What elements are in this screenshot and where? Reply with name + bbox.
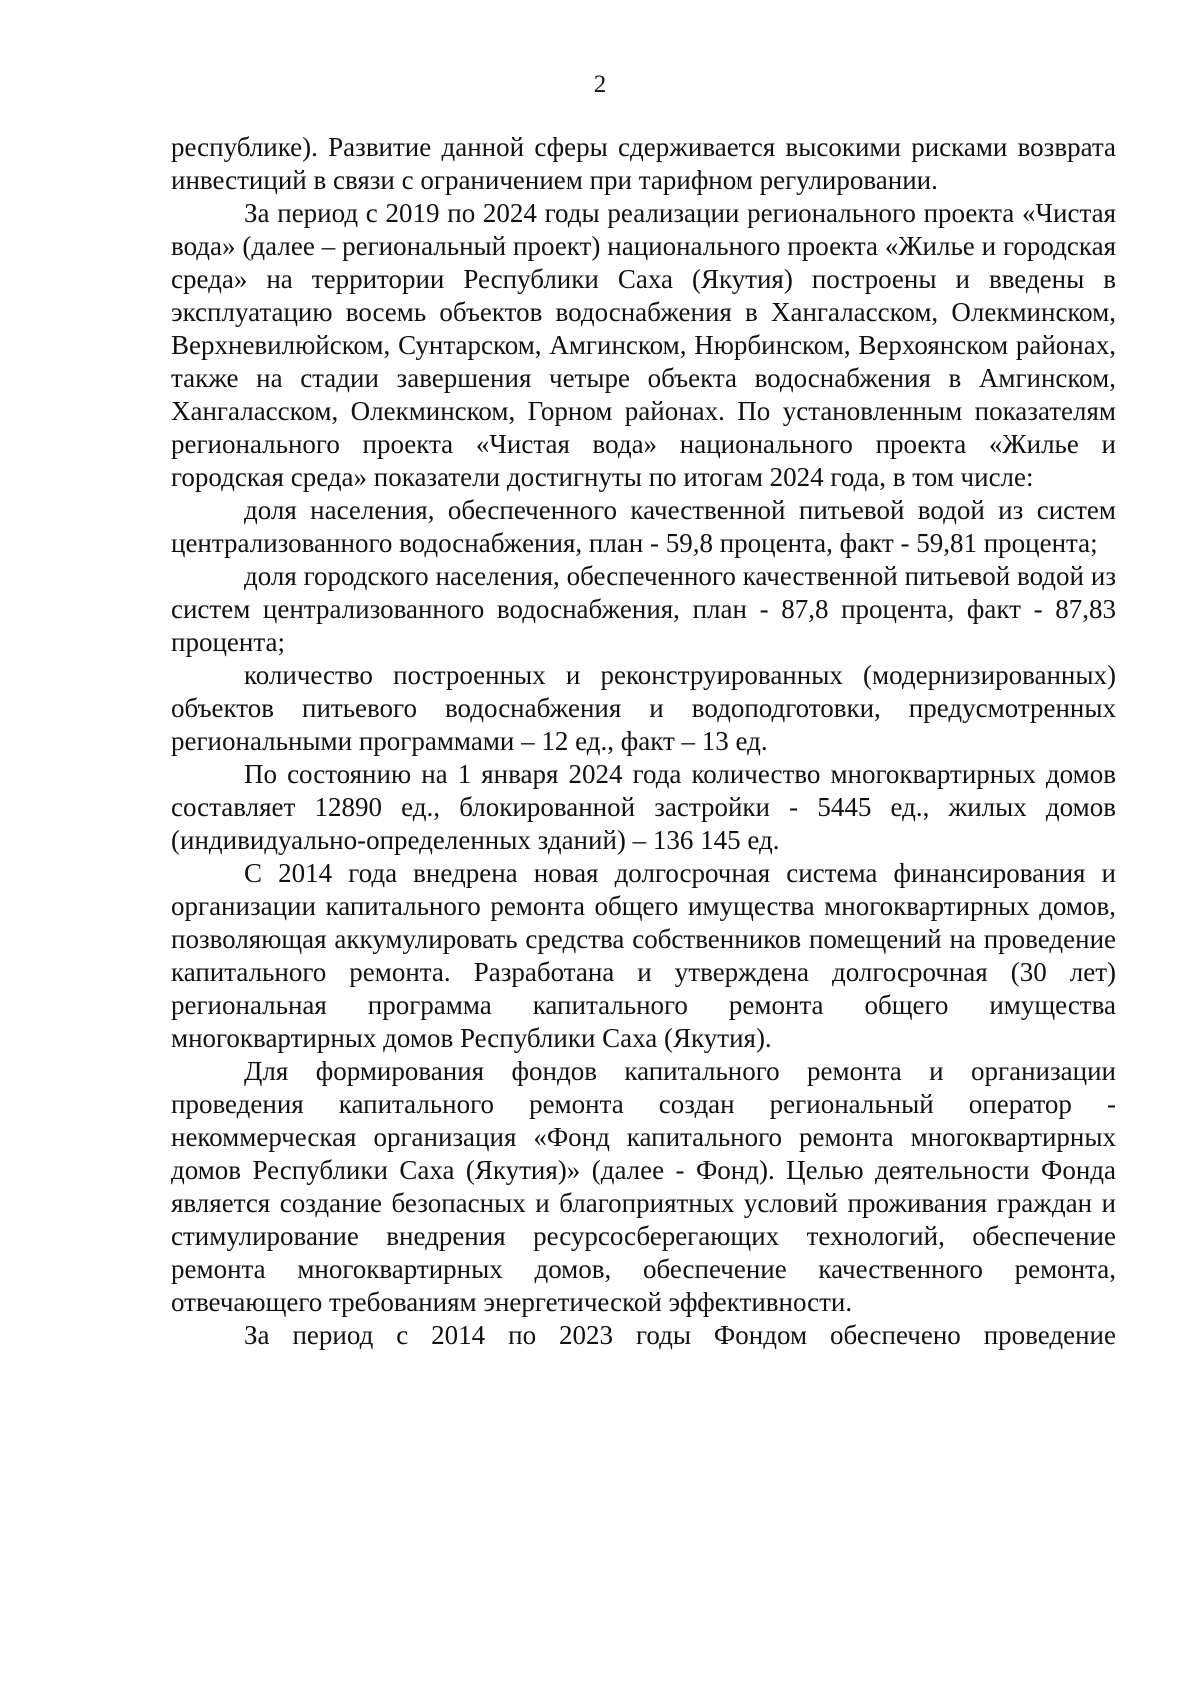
document-body <box>171 131 1116 1352</box>
page-number: 2 <box>593 71 607 98</box>
paragraph-fund-results: За период с 2014 по 2023 годы Фондом обеспечено проведение <box>244 1320 1116 1350</box>
paragraph-housing-stock: По состоянию на 1 января 2024 года количество многоквартирных домов составляет 12890 ед., блокированной застройки - 5445 ед., жилых домов (индивидуально-определенных зданий) – 136 145 ед. <box>171 759 1116 855</box>
paragraph-clean-water-project: За период с 2019 по 2024 годы реализации регионального проекта «Чистая вода» (далее – региональный проект) национального проекта «Жилье и городская среда» на территории Республики Саха (Якутия) построены и введены в эксплуатацию восемь объектов водоснабжения в Хангаласском, Олекминском, Верхневилюйском, Сунтарском, Амгинском, Нюрбинском, Верхоянском районах, также на стадии завершения четыре объекта водоснабжения в Амгинском, Хангаласском, Олекминском, Горном районах. По установленным показателям регионального проекта «Чистая вода» национального проекта «Жилье и городская среда» показатели достигнуты по итогам 2024 года, в том числе: <box>171 198 1116 492</box>
paragraph-indicator-facilities-count: количество построенных и реконструированных (модернизированных) объектов питьевого водоснабжения и водоподготовки, предусмотренных региональными программами – 12 ед., факт – 13 ед. <box>171 660 1116 756</box>
paragraph-indicator-urban-population-share: доля городского населения, обеспеченного качественной питьевой водой из систем централизованного водоснабжения, план - 87,8 процента, факт - 87,83 процента; <box>171 561 1116 657</box>
paragraph-indicator-population-share: доля населения, обеспеченного качественной питьевой водой из систем централизованного водоснабжения, план - 59,8 процента, факт - 59,81 процента; <box>171 495 1116 558</box>
paragraph-capital-repair-system: С 2014 года внедрена новая долгосрочная система финансирования и организации капитального ремонта общего имущества многоквартирных домов, позволяющая аккумулировать средства собственников помещений на проведение капитального ремонта. Разработана и утверждена долгосрочная (30 лет) региональная программа капитального ремонта общего имущества многоквартирных домов Республики Саха (Якутия). <box>171 858 1116 1053</box>
paragraph-continuation: республике). Развитие данной сферы сдерживается высокими рисками возврата инвестиций в связи с ограничением при тарифном регулировании. <box>171 132 1116 195</box>
paragraph-regional-operator: Для формирования фондов капитального ремонта и организации проведения капитального ремонта создан региональный оператор - некоммерческая организация «Фонд капитального ремонта многоквартирных домов Республики Саха (Якутия)» (далее - Фонд). Целью деятельности Фонда является создание безопасных и благоприятных условий проживания граждан и стимулирование внедрения ресурсосберегающих технологий, обеспечение ремонта многоквартирных домов, обеспечение качественного ремонта, отвечающего требованиям энергетической эффективности. <box>171 1056 1116 1317</box>
